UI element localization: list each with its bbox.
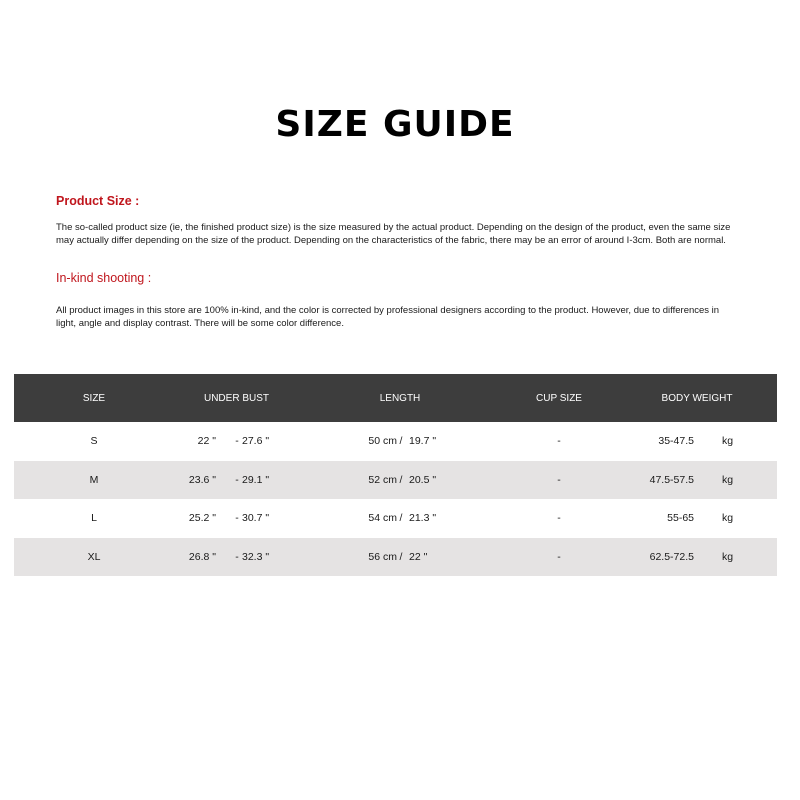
table-row [14,422,777,461]
cell-bust-to: 30.7 " [242,512,270,525]
cell-length-in: 21.3 " [409,512,437,525]
header-under-bust: UNDER BUST [203,392,269,404]
cell-body-weight: 47.5-57.5 [649,473,694,486]
header-cup-size: CUP SIZE [536,392,582,404]
cell-length-slash: / [399,512,403,525]
cell-body-weight: 35-47.5 [658,435,694,448]
inkind-shooting-heading: In-kind shooting : [56,271,152,285]
header-size: SIZE [82,392,106,404]
header-body-weight: BODY WEIGHT [661,392,733,404]
cell-cup-size: - [557,473,561,486]
cell-length-slash: / [399,473,403,486]
cell-cup-size: - [557,550,561,563]
page-title: SIZE GUIDE [275,104,515,145]
table-header [14,374,777,422]
product-size-heading: Product Size : [56,194,140,208]
cell-size: M [89,473,99,486]
cell-bust-from: 25.2 " [188,512,216,525]
cell-cup-size: - [557,435,561,448]
cell-length-cm: 50 cm [368,435,397,448]
cell-size: XL [87,550,101,563]
cell-body-weight: 55-65 [667,512,694,525]
cell-body-weight: 62.5-72.5 [649,550,694,563]
cell-cup-size: - [557,512,561,525]
cell-length-in: 19.7 " [409,435,437,448]
inkind-shooting-text: All product images in this store are 100% in-kind, and the color is corrected by professional designers according to the product. However, due to differences in light, angle and display contrast. There will be some color difference. [56,305,720,329]
cell-length-cm: 56 cm [368,550,397,563]
cell-size: S [90,435,98,448]
cell-size: L [91,512,97,525]
header-length: LENGTH [379,392,421,404]
cell-weight-unit: kg [722,512,734,525]
cell-bust-to: 27.6 " [242,435,270,448]
cell-bust-to: 32.3 " [242,550,270,563]
size-table [14,374,777,576]
table-row [14,499,777,538]
cell-bust-from: 22 " [197,435,216,448]
cell-length-in: 22 " [409,550,428,563]
cell-bust-dash: - [235,473,239,486]
cell-weight-unit: kg [722,435,734,448]
cell-bust-dash: - [235,512,239,525]
cell-bust-from: 23.6 " [188,473,216,486]
table-row [14,538,777,577]
cell-length-slash: / [399,550,403,563]
cell-length-cm: 54 cm [368,512,397,525]
cell-bust-from: 26.8 " [188,550,216,563]
cell-weight-unit: kg [722,473,734,486]
cell-bust-dash: - [235,435,239,448]
cell-weight-unit: kg [722,550,734,563]
cell-length-slash: / [399,435,403,448]
cell-length-in: 20.5 " [409,473,437,486]
product-size-text: The so-called product size (ie, the finished product size) is the size measured by the actual product. Depending on the design of the product, even the same size may actually differ depending on the size of the product. Depending on the characteristics of the fabric, there may be an error of around I-3cm. Both are normal. [56,222,731,246]
cell-bust-to: 29.1 " [242,473,270,486]
cell-bust-dash: - [235,550,239,563]
cell-length-cm: 52 cm [368,473,397,486]
table-row [14,461,777,500]
